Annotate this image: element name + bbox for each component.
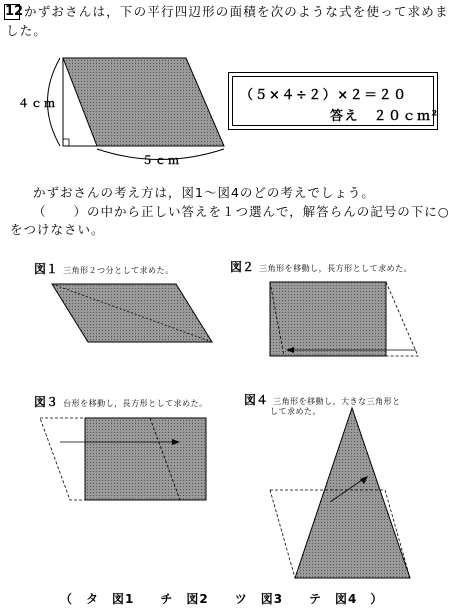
- formula-expression: （５×４÷２）×２＝２０: [240, 88, 408, 103]
- fig2-moved-triangle: [386, 282, 418, 356]
- fig3-rectangle: [85, 418, 206, 500]
- fig2-desc: 三角形を移動し，長方形として求めた。: [259, 264, 413, 273]
- question-text-line1: かずおさんは，下の平行四辺形の面積を次のような式を使って求めま: [24, 4, 449, 19]
- formula-answer: 答え ２０ｃｍ²: [330, 109, 439, 124]
- right-angle-mark: [63, 139, 69, 146]
- fig1-label: 図１: [34, 262, 59, 276]
- instruction-line2: （ ）の中から正しい答えを１つ選んで，解答らんの記号の下に○: [33, 204, 450, 219]
- fig4-desc-line1: 三角形を移動し，大きな三角形と: [273, 397, 401, 406]
- fig4-label: 図４: [244, 393, 269, 407]
- height-label: ４ｃｍ: [18, 97, 57, 110]
- instruction-line1: かずおさんの考え方は，図1～図4のどの考えでしょう。: [33, 185, 375, 200]
- main-parallelogram: [63, 58, 224, 146]
- fig1-caption: [34, 258, 174, 277]
- fig2-caption: [230, 256, 412, 275]
- fig2-label: 図２: [230, 260, 255, 274]
- answer-choices: （ タ 図1 チ 図2 ツ 図3 テ 図4 ）: [60, 592, 384, 606]
- fig3-caption: [34, 391, 208, 410]
- fig4-triangle: [295, 408, 410, 578]
- fig1-desc: 三角形２つ分として求めた。: [63, 266, 174, 275]
- fig2-rectangle: [270, 282, 386, 356]
- question-number: 12: [5, 4, 24, 19]
- fig4-desc-line2: して求めた。: [270, 407, 321, 416]
- fig3-moved-trapezoid: [40, 418, 85, 500]
- fig3-label: 図３: [34, 395, 59, 409]
- base-label: ５ｃｍ: [142, 154, 181, 167]
- instruction-line3: をつけなさい。: [10, 222, 105, 237]
- fig3-desc: 台形を移動し，長方形として求めた。: [63, 399, 208, 408]
- question-text-line2: した。: [6, 23, 48, 38]
